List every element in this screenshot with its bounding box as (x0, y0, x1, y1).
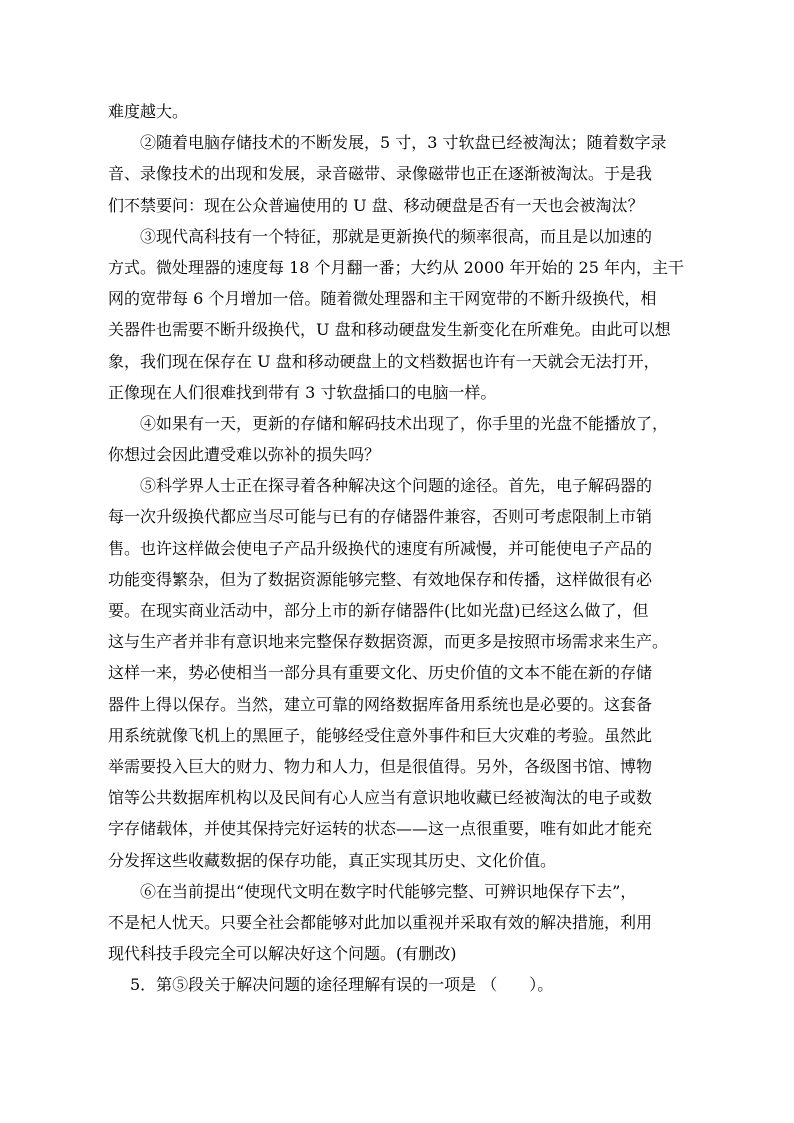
text-line: 功能变得繁杂，但为了数据资源能够完整、有效地保存和传播，这样做很有必 (108, 569, 653, 589)
text-line: 分发挥这些收藏数据的保存功能，真正实现其历史、文化价值。 (108, 850, 557, 870)
text-line: ②随着电脑存储技术的不断发展，5 寸，3 寸软盘已经被淘汰；随着数字录 (140, 133, 667, 153)
text-line: 难度越大。 (108, 102, 189, 121)
text-line: 售。也许这样做会使电子产品升级换代的速度有所减慢，并可能使电子产品的 (108, 538, 653, 558)
paragraph-0 (108, 96, 684, 127)
text-line: 网的宽带每 6 个月增加一倍。随着微处理器和主干网宽带的不断升级换代，相 (108, 289, 657, 309)
text-line: 用系统就像飞机上的黑匣子，能够经受住意外事件和巨大灾难的考验。虽然此 (108, 725, 653, 745)
text-line: 象，我们现在保存在 U 盘和移动硬盘上的文档数据也许有一天就会无法打开， (108, 351, 660, 371)
text-line: 关器件也需要不断升级换代，U 盘和移动硬盘发生新变化在所难免。由此可以想 (108, 320, 671, 340)
text-line: 你想过会因此遭受难以弥补的损失吗？ (108, 445, 381, 465)
text-line: 们不禁要问：现在公众普遍使用的 U 盘、移动硬盘是否有一天也会被淘汰？ (108, 195, 644, 215)
text-line: 器件上得以保存。当然，建立可靠的网络数据库备用系统也是必要的。这套备 (108, 694, 653, 714)
text-line: 这与生产者并非有意识地来完整保存数据资源，而更多是按照市场需求来生产。 (108, 632, 669, 652)
text-line: ④如果有一天，更新的存储和解码技术出现了，你手里的光盘不能播放了， (140, 413, 669, 433)
paragraph-5 (108, 470, 684, 875)
text-line: 举需要投入巨大的财力、物力和人力，但是很值得。另外，各级图书馆、博物 (108, 756, 653, 776)
text-line: 要。在现实商业活动中，部分上市的新存储器件(比如光盘)已经这么做了，但 (108, 601, 649, 620)
text-line: ⑤科学界人士正在探寻着各种解决这个问题的途径。首先，电子解码器的 (140, 476, 653, 496)
text-line: 方式。微处理器的速度每 18 个月翻一番；大约从 2000 年开始的 25 年内，主干 (108, 257, 684, 277)
paragraph-3 (108, 221, 684, 408)
text-line: 现代科技手段完全可以解决好这个问题。(有删改) (108, 944, 457, 964)
text-line: 每一次升级换代都应当尽可能与已有的存储器件兼容，否则可考虑限制上市销 (108, 507, 653, 527)
text-line: 音、录像技术的出现和发展，录音磁带、录像磁带也正在逐渐被淘汰。于是我 (108, 164, 653, 184)
text-line: 馆等公共数据库机构以及民间有心人应当有意识地收藏已经被淘汰的电子或数 (108, 788, 653, 808)
text-line: 正像现在人们很难找到带有 3 寸软盘插口的电脑一样。 (108, 382, 497, 402)
question-5: 5．第⑤段关于解决问题的途径理解有误的一项是 （ ）。 (130, 975, 554, 995)
text-line: ③现代高科技有一个特征，那就是更新换代的频率很高，而且是以加速的 (140, 226, 653, 246)
paragraph-2 (108, 127, 684, 221)
text-line: 这样一来，势必使相当一部分具有重要文化、历史价值的文本不能在新的存储 (108, 663, 653, 683)
paragraph-4 (108, 408, 684, 470)
text-line: 不是杞人忧天。只要全社会都能够对此加以重视并采取有效的解决措施，利用 (108, 912, 653, 932)
paragraph-6 (108, 876, 684, 970)
text-line: 字存储载体，并使其保持完好运转的状态——这一点很重要，唯有如此才能充 (108, 819, 653, 839)
text-line: ⑥在当前提出“使现代文明在数字时代能够完整、可辨识地保存下去”， (140, 881, 637, 901)
